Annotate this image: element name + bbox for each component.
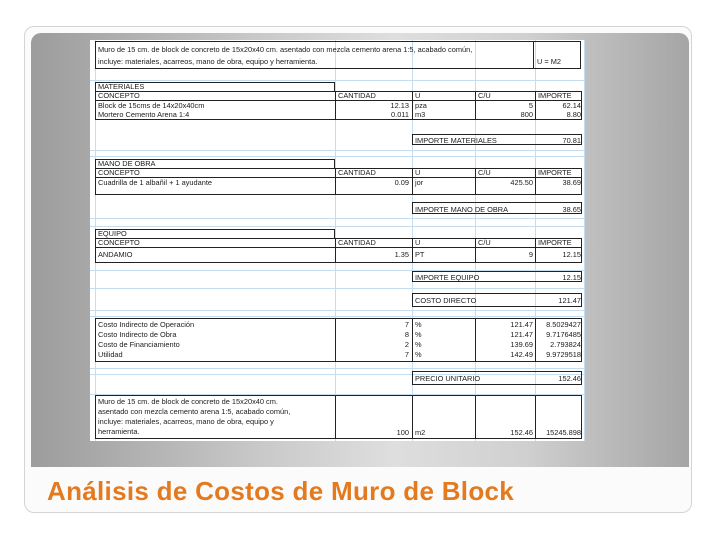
mano-obra-header-importe: IMPORTE <box>538 168 572 177</box>
mano-obra-row-1-importe: 38.69 <box>562 178 581 187</box>
mano-obra-row-1-concepto: Cuadrilla de 1 albañil + 1 ayudante <box>98 178 213 187</box>
indirecto-row-1-concepto: Costo Indirecto de Operación <box>98 320 195 329</box>
costo-directo-value: 121.47 <box>558 296 581 305</box>
equipo-header-importe: IMPORTE <box>538 238 572 247</box>
precio-unitario-value: 152.46 <box>558 374 581 383</box>
indirecto-row-2-sign: % <box>415 330 422 339</box>
equipo-row-1-importe: 12.15 <box>562 250 581 259</box>
indirecto-row-4-sign: % <box>415 350 422 359</box>
materiales-header-importe: IMPORTE <box>538 91 572 100</box>
equipo-header-cu: C/U <box>478 238 491 247</box>
materiales-total-label: IMPORTE MATERIALES <box>415 136 497 145</box>
slide-title: Análisis de Costos de Muro de Block <box>47 476 515 506</box>
mano-obra-total-value: 38.65 <box>562 205 581 214</box>
indirecto-row-3-importe: 2.793824 <box>550 340 581 349</box>
equipo-title: EQUIPO <box>98 229 127 238</box>
final-total: 15245.898 <box>546 428 581 437</box>
final-qty: 100 <box>396 428 409 437</box>
final-desc-line-2: asentado con mezcla cemento arena 1:5, acabado común, <box>98 407 291 416</box>
materiales-header-u: U <box>415 91 421 100</box>
header-description-line-2: incluye: materiales, acarreos, mano de obra, equipo y herramienta. <box>98 57 318 66</box>
mano-obra-row-1-cantidad: 0.09 <box>394 178 409 187</box>
materiales-header-cantidad: CANTIDAD <box>338 91 376 100</box>
materiales-row-1-cantidad: 12.13 <box>390 101 409 110</box>
mano-obra-row-1-u: jor <box>415 178 424 187</box>
equipo-row-1-cu: 9 <box>528 250 533 259</box>
indirecto-row-4-base: 142.49 <box>510 350 533 359</box>
indirecto-row-3-pct: 2 <box>404 340 409 349</box>
indirecto-row-1-sign: % <box>415 320 422 329</box>
materiales-total-value: 70.81 <box>562 136 581 145</box>
indirecto-row-4-pct: 7 <box>404 350 409 359</box>
equipo-header-cantidad: CANTIDAD <box>338 238 376 247</box>
indirecto-row-4-importe: 9.9729518 <box>546 350 581 359</box>
materiales-row-2-u: m3 <box>415 110 426 119</box>
equipo-total-label: IMPORTE EQUIPO <box>415 273 480 282</box>
equipo-total-value: 12.15 <box>562 273 581 282</box>
equipo-row-1-concepto: ANDAMIO <box>98 250 133 259</box>
indirecto-row-2-pct: 8 <box>404 330 409 339</box>
mano-obra-title: MANO DE OBRA <box>98 159 156 168</box>
materiales-row-2-concepto: Mortero Cemento Arena 1:4 <box>98 110 190 119</box>
materiales-row-1-u: pza <box>415 101 427 110</box>
materiales-row-2-cantidad: 0.011 <box>391 110 409 119</box>
indirecto-row-2-importe: 9.7176485 <box>546 330 581 339</box>
final-price: 152.46 <box>510 428 533 437</box>
indirecto-row-3-sign: % <box>415 340 422 349</box>
mano-obra-header-cu: C/U <box>478 168 491 177</box>
materiales-header-concepto: CONCEPTO <box>98 91 140 100</box>
equipo-row-1-u: PT <box>415 250 425 259</box>
indirecto-row-1-base: 121.47 <box>510 320 533 329</box>
materiales-row-1-importe: 62.14 <box>562 101 581 110</box>
mano-obra-header-cantidad: CANTIDAD <box>338 168 376 177</box>
indirecto-row-1-importe: 8.5029427 <box>546 320 581 329</box>
materiales-header-cu: C/U <box>478 91 491 100</box>
header-description-line-1: Muro de 15 cm. de block de concreto de 15x20x40 cm. asentado con mezcla cemento arena 1:5, acabado común, <box>98 45 473 54</box>
indirecto-row-1-pct: 7 <box>404 320 409 329</box>
indirecto-row-4-concepto: Utilidad <box>98 350 123 359</box>
materiales-row-1-cu: 5 <box>528 101 533 110</box>
equipo-header-u: U <box>415 238 421 247</box>
indirecto-row-2-base: 121.47 <box>510 330 533 339</box>
final-unit: m2 <box>415 428 426 437</box>
costo-directo-label: COSTO DIRECTO <box>415 296 477 305</box>
materiales-row-1-concepto: Block de 15cms de 14x20x40cm <box>98 101 205 110</box>
equipo-header-concepto: CONCEPTO <box>98 238 140 247</box>
materiales-row-2-importe: 8.80 <box>566 110 581 119</box>
indirecto-row-3-base: 139.69 <box>510 340 533 349</box>
equipo-row-1-cantidad: 1.35 <box>394 250 409 259</box>
spreadsheet <box>90 40 585 441</box>
final-desc-line-1: Muro de 15 cm. de block de concreto de 15x20x40 cm. <box>98 397 278 406</box>
mano-obra-header-u: U <box>415 168 421 177</box>
mano-obra-total-label: IMPORTE MANO DE OBRA <box>415 205 509 214</box>
precio-unitario-label: PRECIO UNITARIO <box>415 374 481 383</box>
indirecto-row-2-concepto: Costo Indirecto de Obra <box>98 330 177 339</box>
indirecto-row-3-concepto: Costo de Financiamiento <box>98 340 180 349</box>
materiales-title: MATERIALES <box>98 82 145 91</box>
mano-obra-header-concepto: CONCEPTO <box>98 168 140 177</box>
header-unit: U = M2 <box>537 57 562 66</box>
final-desc-line-3: incluye: materiales, acarreos, mano de obra, equipo y <box>98 417 274 426</box>
mano-obra-row-1-cu: 425.50 <box>510 178 533 187</box>
materiales-row-2-cu: 800 <box>520 110 533 119</box>
final-desc-line-4: herramienta. <box>98 427 140 436</box>
